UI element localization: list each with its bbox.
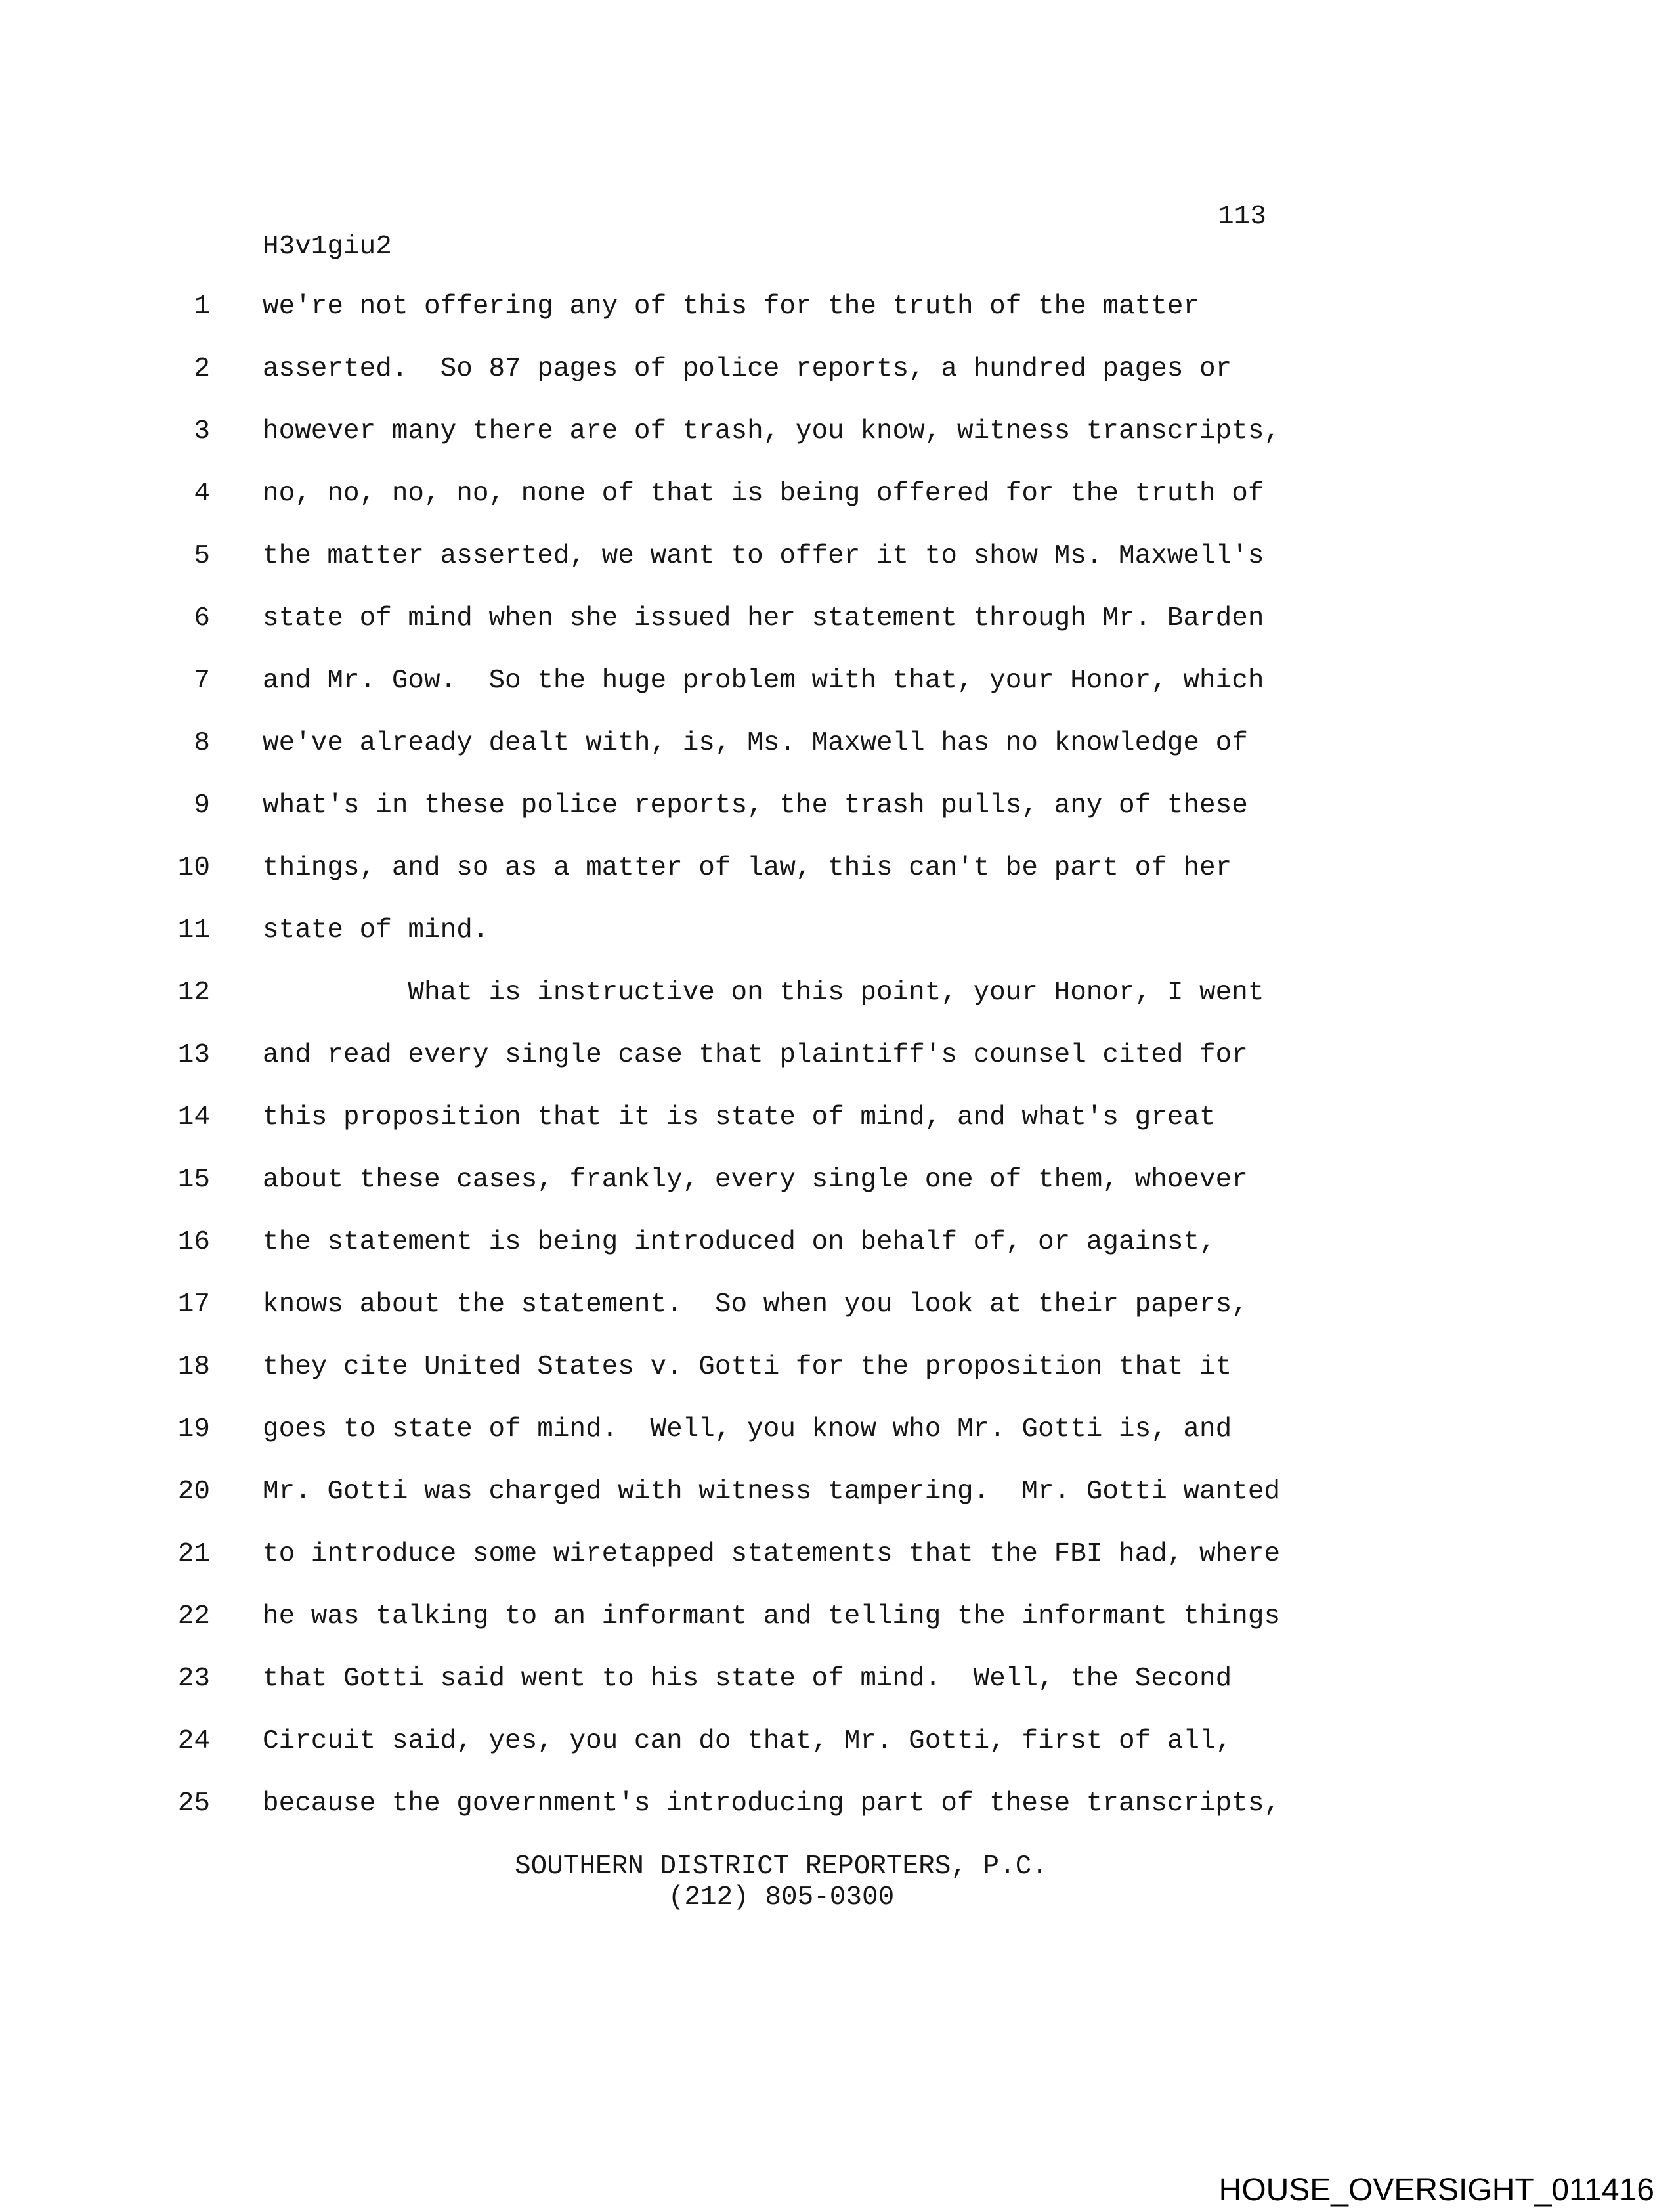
transcript-line: [0, 605, 1674, 638]
transcript-line: [0, 1790, 1674, 1823]
transcript-line: [0, 1042, 1674, 1075]
line-text: no, no, no, no, none of that is being offered for the truth of: [263, 479, 1264, 509]
line-text: because the government's introducing part of these transcripts,: [263, 1789, 1281, 1819]
transcript-line: [0, 1541, 1674, 1574]
line-number: 2: [194, 354, 210, 384]
line-text: What is instructive on this point, your Honor, I went: [263, 978, 1264, 1008]
line-text: things, and so as a matter of law, this can't be part of her: [263, 853, 1232, 883]
line-number: 22: [177, 1601, 210, 1632]
line-text: we're not offering any of this for the truth of the matter: [263, 292, 1200, 322]
line-number: 7: [194, 666, 210, 696]
line-number: 5: [194, 541, 210, 571]
line-number: 25: [177, 1789, 210, 1819]
line-text: state of mind when she issued her statement through Mr. Barden: [263, 603, 1264, 634]
line-number: 1: [194, 292, 210, 322]
line-number: 18: [177, 1352, 210, 1382]
line-text: this proposition that it is state of mind, and what's great: [263, 1102, 1216, 1133]
reporter-phone: (212) 805-0300: [668, 1882, 895, 1913]
line-text: and Mr. Gow. So the huge problem with that, your Honor, which: [263, 666, 1264, 696]
transcript-line: [0, 418, 1674, 451]
line-number: 3: [194, 416, 210, 446]
line-number: 13: [177, 1040, 210, 1070]
line-text: the matter asserted, we want to offer it to show Ms. Maxwell's: [263, 541, 1264, 571]
transcript-line: [0, 730, 1674, 763]
reporter-name: SOUTHERN DISTRICT REPORTERS, P.C.: [515, 1852, 1048, 1882]
line-number: 6: [194, 603, 210, 634]
line-number: 20: [177, 1477, 210, 1507]
line-text: knows about the statement. So when you look at their papers,: [263, 1290, 1248, 1320]
transcript-line: [0, 481, 1674, 513]
line-text: what's in these police reports, the trash pulls, any of these: [263, 791, 1248, 821]
line-text: about these cases, frankly, every single one of them, whoever: [263, 1165, 1248, 1195]
line-number: 14: [177, 1102, 210, 1133]
transcript-line: [0, 1479, 1674, 1511]
transcript-line: [0, 543, 1674, 576]
transcript-line: [0, 293, 1674, 326]
line-number: 10: [177, 853, 210, 883]
line-number: 12: [177, 978, 210, 1008]
transcript-line: [0, 356, 1674, 389]
line-number: 9: [194, 791, 210, 821]
line-number: 21: [177, 1539, 210, 1569]
line-text: that Gotti said went to his state of mind. Well, the Second: [263, 1664, 1232, 1694]
bates-stamp: HOUSE_OVERSIGHT_011416: [1218, 2173, 1654, 2207]
transcript-line: [0, 668, 1674, 701]
line-text: and read every single case that plaintiff's counsel cited for: [263, 1040, 1248, 1070]
line-number: 19: [177, 1414, 210, 1444]
transcript-line: [0, 1104, 1674, 1137]
line-text: the statement is being introduced on behalf of, or against,: [263, 1227, 1216, 1257]
transcript-line: [0, 1167, 1674, 1200]
line-text: they cite United States v. Gotti for the proposition that it: [263, 1352, 1232, 1382]
line-text: goes to state of mind. Well, you know who Mr. Gotti is, and: [263, 1414, 1232, 1444]
transcript-line: [0, 1354, 1674, 1387]
line-text: however many there are of trash, you know, witness transcripts,: [263, 416, 1281, 446]
line-text: we've already dealt with, is, Ms. Maxwell has no knowledge of: [263, 728, 1248, 758]
line-text: asserted. So 87 pages of police reports, a hundred pages or: [263, 354, 1232, 384]
transcript-line: [0, 980, 1674, 1012]
line-number: 4: [194, 479, 210, 509]
line-number: 23: [177, 1664, 210, 1694]
transcript-line: [0, 1666, 1674, 1699]
line-text: Mr. Gotti was charged with witness tampering. Mr. Gotti wanted: [263, 1477, 1281, 1507]
line-number: 15: [177, 1165, 210, 1195]
transcript-line: [0, 1229, 1674, 1262]
reporter-footer: [263, 1852, 1300, 1913]
line-number: 16: [177, 1227, 210, 1257]
line-number: 8: [194, 728, 210, 758]
transcript-line: [0, 1603, 1674, 1636]
line-number: 24: [177, 1726, 210, 1756]
line-number: 11: [177, 915, 210, 945]
line-text: to introduce some wiretapped statements that the FBI had, where: [263, 1539, 1281, 1569]
transcript-line: [0, 792, 1674, 825]
transcript-line: [0, 1416, 1674, 1449]
line-number: 17: [177, 1290, 210, 1320]
transcript-line: [0, 1728, 1674, 1761]
transcript-line: [0, 1291, 1674, 1324]
transcript-line: [0, 855, 1674, 888]
line-text: he was talking to an informant and telling the informant things: [263, 1601, 1281, 1632]
transcript-line: [0, 917, 1674, 950]
line-text: state of mind.: [263, 915, 489, 945]
transcript-header-id: H3v1giu2: [263, 232, 392, 262]
page-number: 113: [1218, 202, 1266, 232]
line-text: Circuit said, yes, you can do that, Mr. Gotti, first of all,: [263, 1726, 1232, 1756]
